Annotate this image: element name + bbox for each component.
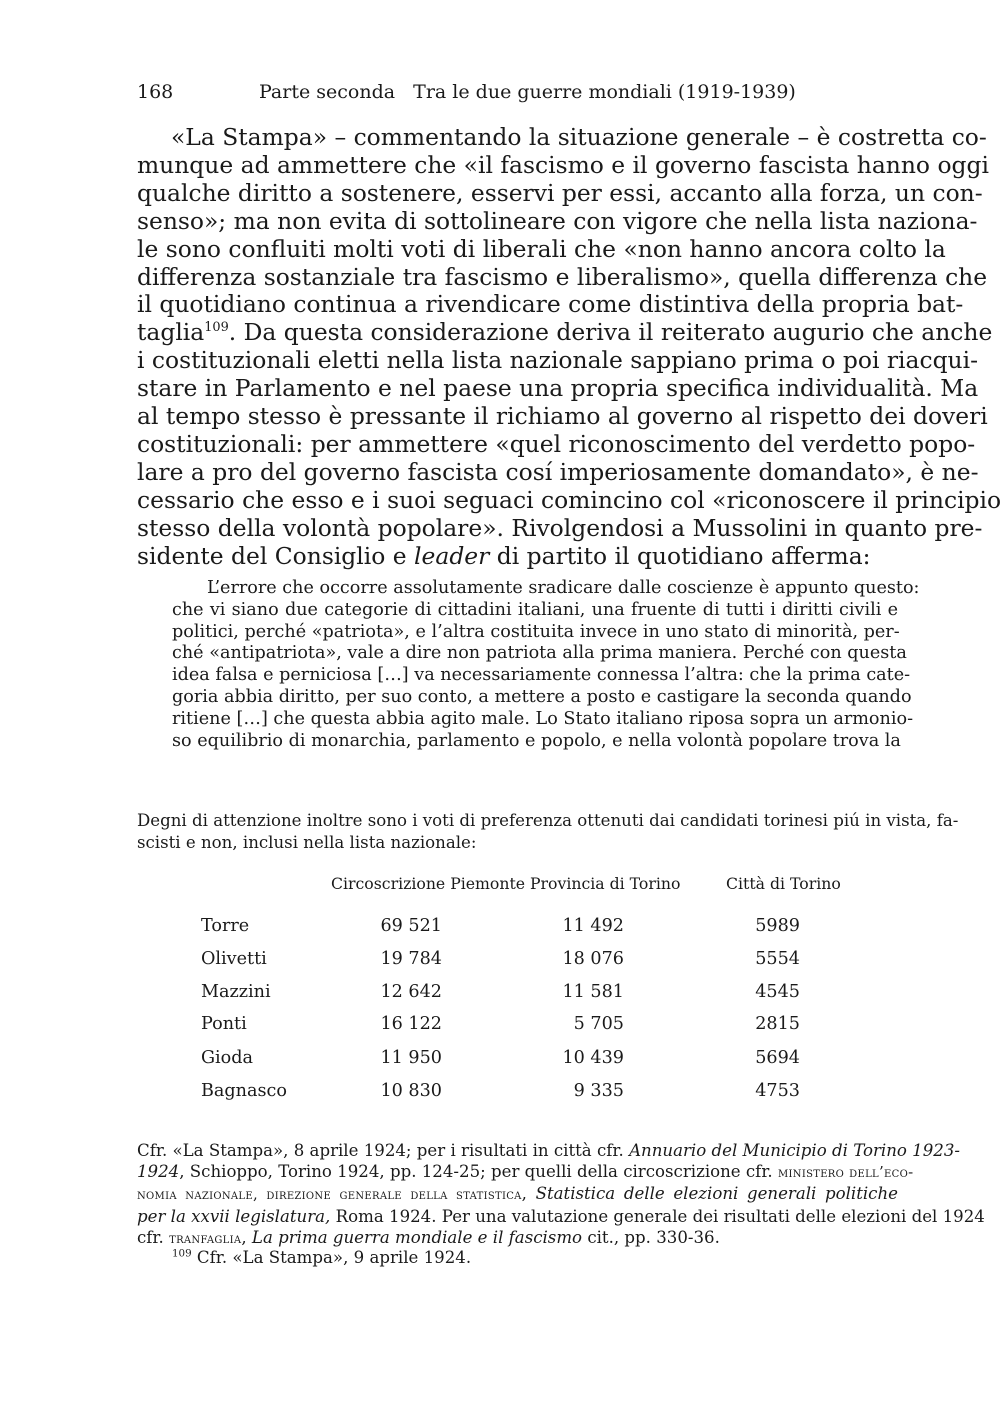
candidate-name: Olivetti xyxy=(201,949,267,969)
quote-line: politici, perché «patriota», e l’altra costituita invece in uno stato di minorità, per- xyxy=(172,621,900,642)
table-row xyxy=(0,915,1005,945)
body-line: i costituzionali eletti nella lista nazionale sappiano prima o poi riacqui- xyxy=(137,346,979,375)
candidate-name: Torre xyxy=(201,916,250,936)
body-line: lare a pro del governo fascista cosí imperiosamente domandato», è ne- xyxy=(137,457,979,486)
note-line: Degni di attenzione inoltre sono i voti di preferenza ottenuti dai candidati torinesi piú in vista, fa- xyxy=(137,811,959,830)
footnote-109 xyxy=(172,1247,471,1268)
page-number: 168 xyxy=(137,81,174,103)
cell-piemonte: 12 642 xyxy=(380,982,442,1002)
cell-citta: 4545 xyxy=(755,982,800,1002)
note-intro xyxy=(137,810,959,853)
cell-provincia: 10 439 xyxy=(562,1048,624,1068)
cell-citta: 5989 xyxy=(755,916,800,936)
footnote-number: 109 xyxy=(172,1247,192,1260)
body-line: al tempo stesso è pressante il richiamo al governo al rispetto dei doveri xyxy=(137,402,988,431)
table-row xyxy=(0,948,1005,978)
quote-line: so equilibrio di monarchia, parlamento e popolo, e nella volontà popolare trova la xyxy=(172,730,901,751)
body-line: stare in Parlamento e nel paese una propria specifica individualità. Ma xyxy=(137,374,979,403)
body-line: qualche diritto a sostenere, esservi per essi, accanto alla forza, un con- xyxy=(137,178,983,207)
cell-provincia: 18 076 xyxy=(562,949,624,969)
column-header-provincia: Provincia di Torino xyxy=(530,874,681,893)
cell-piemonte: 16 122 xyxy=(380,1014,442,1034)
body-line: il quotidiano continua a rivendicare come distintiva della propria bat- xyxy=(137,290,964,319)
column-header-citta: Città di Torino xyxy=(726,874,841,893)
cell-provincia: 11 492 xyxy=(562,916,624,936)
quote-line: ché «antipatriota», vale a dire non patriota alla prima maniera. Perché con questa xyxy=(172,643,907,664)
body-line: munque ad ammettere che «il fascismo e il governo fascista hanno oggi xyxy=(137,150,989,179)
note-line: cfr. tranfaglia, La prima guerra mondiale e il fascismo cit., pp. 330-36. xyxy=(137,1227,720,1247)
cell-citta: 5694 xyxy=(755,1048,800,1068)
quote-line: che vi siano due categorie di cittadini italiani, una fruente di tutti i diritti civili e xyxy=(172,599,898,620)
body-line: differenza sostanziale tra fascismo e liberalismo», quella differenza che xyxy=(137,262,988,291)
column-header-piemonte: Circoscrizione Piemonte xyxy=(331,874,526,893)
note-line: per la xxvii legislatura, Roma 1924. Per una valutazione generale dei risultati delle elezioni del 1924 xyxy=(137,1206,985,1226)
note-line: Cfr. «La Stampa», 8 aprile 1924; per i risultati in città cfr. Annuario del Municipio di Torino 1923- xyxy=(137,1141,960,1160)
candidate-name: Gioda xyxy=(201,1048,254,1068)
body-line: le sono confluiti molti voti di liberali che «non hanno ancora colto la xyxy=(137,234,946,263)
footnote-text: Cfr. «La Stampa», 9 aprile 1924. xyxy=(191,1248,472,1267)
body-line: «La Stampa» – commentando la situazione generale – è costretta co- xyxy=(171,123,987,151)
quote-line: ritiene […] che questa abbia agito male. Lo Stato italiano riposa sopra un armonio- xyxy=(172,708,914,729)
body-line: cessario che esso e i suoi seguaci comincino col «riconoscere il principio xyxy=(137,485,1002,514)
source-note xyxy=(137,1140,985,1249)
cell-piemonte: 69 521 xyxy=(380,916,442,936)
block-quote xyxy=(172,578,920,752)
candidate-name: Bagnasco xyxy=(201,1081,287,1101)
running-head-title: Parte seconda Tra le due guerre mondiali (1919-1939) xyxy=(259,81,796,103)
body-line: stesso della volontà popolare». Rivolgendosi a Mussolini in quanto pre- xyxy=(137,513,983,542)
table-row xyxy=(0,1047,1005,1077)
cell-provincia: 11 581 xyxy=(562,982,624,1002)
body-line: sidente del Consiglio e leader di partito il quotidiano afferma: xyxy=(137,541,871,570)
cell-citta: 2815 xyxy=(755,1014,800,1034)
cell-piemonte: 11 950 xyxy=(380,1048,442,1068)
table-row xyxy=(0,1013,1005,1043)
candidate-name: Mazzini xyxy=(201,982,271,1002)
table-row xyxy=(0,981,1005,1011)
cell-citta: 4753 xyxy=(755,1081,800,1101)
quote-line: goria abbia diritto, per suo conto, a mettere a posto e castigare la seconda quando xyxy=(172,686,912,707)
body-line: costituzionali: per ammettere «quel riconoscimento del verdetto popo- xyxy=(137,429,976,458)
note-line: nomia nazionale, direzione generale della statistica, Statistica delle elezioni generali politiche xyxy=(137,1184,898,1204)
note-line: 1924, Schioppo, Torino 1924, pp. 124-25; per quelli della circoscrizione cfr. ministero dell’eco- xyxy=(137,1162,914,1182)
main-paragraph xyxy=(137,123,1002,571)
body-line: taglia$^{109}$. Da questa considerazione deriva il reiterato augurio che anche xyxy=(137,318,993,347)
footnote-reference[interactable]: 109 xyxy=(204,320,229,336)
note-line: scisti e non, inclusi nella lista nazionale: xyxy=(137,832,477,852)
cell-piemonte: 10 830 xyxy=(380,1081,442,1101)
cell-citta: 5554 xyxy=(755,949,800,969)
cell-provincia: 9 335 xyxy=(573,1081,624,1101)
quote-line: L’errore che occorre assolutamente sradicare dalle coscienze è appunto questo: xyxy=(207,578,920,598)
cell-provincia: 5 705 xyxy=(573,1014,624,1034)
candidate-name: Ponti xyxy=(201,1014,247,1034)
table-row xyxy=(0,1080,1005,1110)
quote-line: idea falsa e perniciosa […] va necessariamente connessa l’altra: che la prima cate- xyxy=(172,665,911,686)
cell-piemonte: 19 784 xyxy=(380,949,442,969)
body-line: senso»; ma non evita di sottolineare con vigore che nella lista naziona- xyxy=(137,206,978,235)
